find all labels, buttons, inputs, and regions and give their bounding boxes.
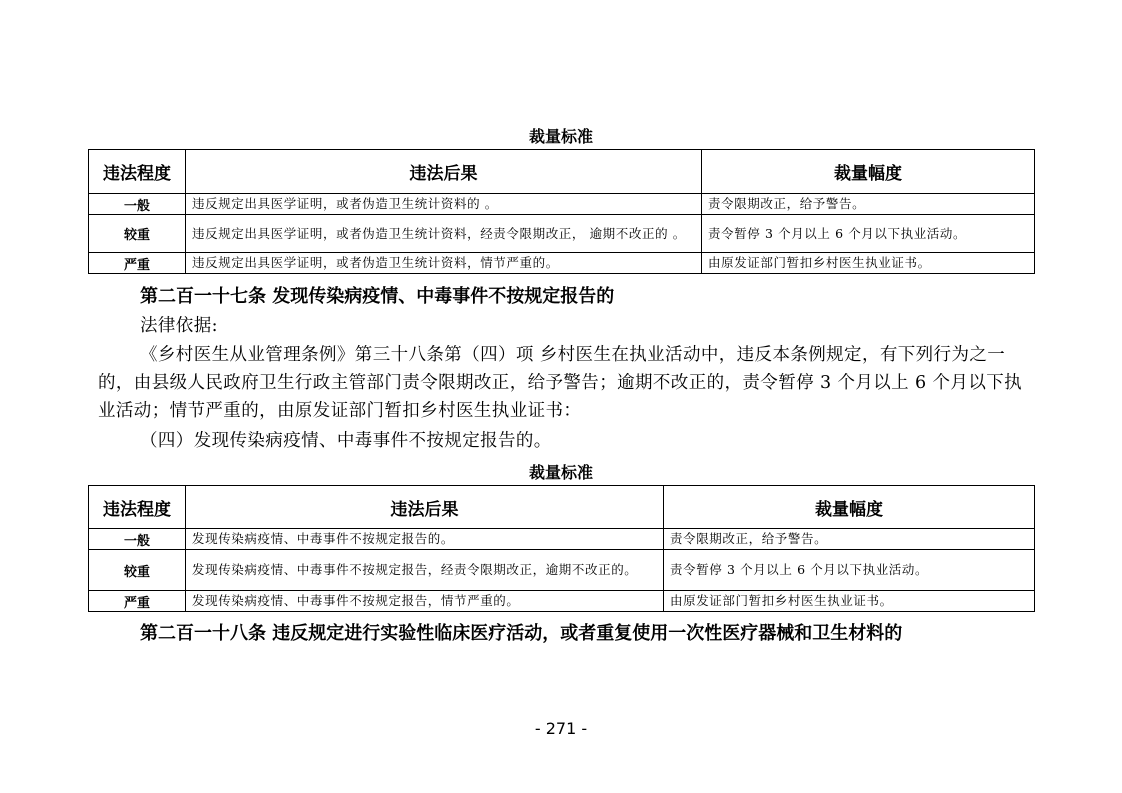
page-number: - 271 - xyxy=(534,719,588,738)
table-row xyxy=(89,253,1035,274)
row-consequence: 违反规定出具医学证明，或者伪造卫生统计资料，经责令限期改正， 逾期不改正的 。 xyxy=(186,215,702,253)
table-caption: 裁量标准 xyxy=(528,463,593,482)
header-level: 违法程度 xyxy=(89,486,186,529)
table-header-row xyxy=(89,486,1035,529)
legal-basis-item: （四）发现传染病疫情、中毒事件不按规定报告的。 xyxy=(140,431,552,451)
article-heading: 第二百一十七条 发现传染病疫情、中毒事件不按规定报告的 xyxy=(140,286,615,307)
header-consequence: 违法后果 xyxy=(186,486,664,529)
table-header-row xyxy=(89,150,1035,194)
row-consequence: 违反规定出具医学证明，或者伪造卫生统计资料的 。 xyxy=(186,194,702,215)
legal-basis-label: 法律依据: xyxy=(140,316,218,336)
header-penalty: 裁量幅度 xyxy=(664,486,1035,529)
row-level: 一般 xyxy=(89,529,186,550)
row-consequence: 发现传染病疫情、中毒事件不按规定报告的。 xyxy=(186,529,664,550)
table-row xyxy=(89,550,1035,591)
row-level: 一般 xyxy=(89,194,186,215)
legal-basis-text: 《乡村医生从业管理条例》第三十八条第（四）项 乡村医生在执业活动中，违反本条例规定，有下列行为之一的，由县级人民政府卫生行政主管部门责令限期改正，给予警告；逾期不改正的，责令暂停 3 个月以上 6 个月以下执业活动；情节严重的，由原发证部门暂扣乡村医生执业证书： xyxy=(98,345,1023,421)
table-row xyxy=(89,215,1035,253)
table-row xyxy=(89,591,1035,612)
table-caption: 裁量标准 xyxy=(528,127,593,146)
row-level: 严重 xyxy=(89,591,186,612)
row-penalty: 责令暂停 3 个月以上 6 个月以下执业活动。 xyxy=(664,550,1035,591)
header-penalty: 裁量幅度 xyxy=(702,150,1035,194)
article-heading: 第二百一十八条 违反规定进行实验性临床医疗活动，或者重复使用一次性医疗器械和卫生材料的 xyxy=(140,623,903,644)
row-level: 较重 xyxy=(89,550,186,591)
row-level: 较重 xyxy=(89,215,186,253)
row-penalty: 责令限期改正，给予警告。 xyxy=(664,529,1035,550)
row-penalty: 责令限期改正，给予警告。 xyxy=(702,194,1035,215)
row-penalty: 由原发证部门暂扣乡村医生执业证书。 xyxy=(702,253,1035,274)
row-penalty: 由原发证部门暂扣乡村医生执业证书。 xyxy=(664,591,1035,612)
row-penalty: 责令暂停 3 个月以上 6 个月以下执业活动。 xyxy=(702,215,1035,253)
discretion-table-2 xyxy=(88,485,1035,612)
row-consequence: 发现传染病疫情、中毒事件不按规定报告，经责令限期改正，逾期不改正的。 xyxy=(186,550,664,591)
discretion-table-1 xyxy=(88,149,1035,274)
header-level: 违法程度 xyxy=(89,150,186,194)
row-consequence: 违反规定出具医学证明，或者伪造卫生统计资料，情节严重的。 xyxy=(186,253,702,274)
table-row xyxy=(89,529,1035,550)
row-consequence: 发现传染病疫情、中毒事件不按规定报告，情节严重的。 xyxy=(186,591,664,612)
row-level: 严重 xyxy=(89,253,186,274)
table-row xyxy=(89,194,1035,215)
header-consequence: 违法后果 xyxy=(186,150,702,194)
